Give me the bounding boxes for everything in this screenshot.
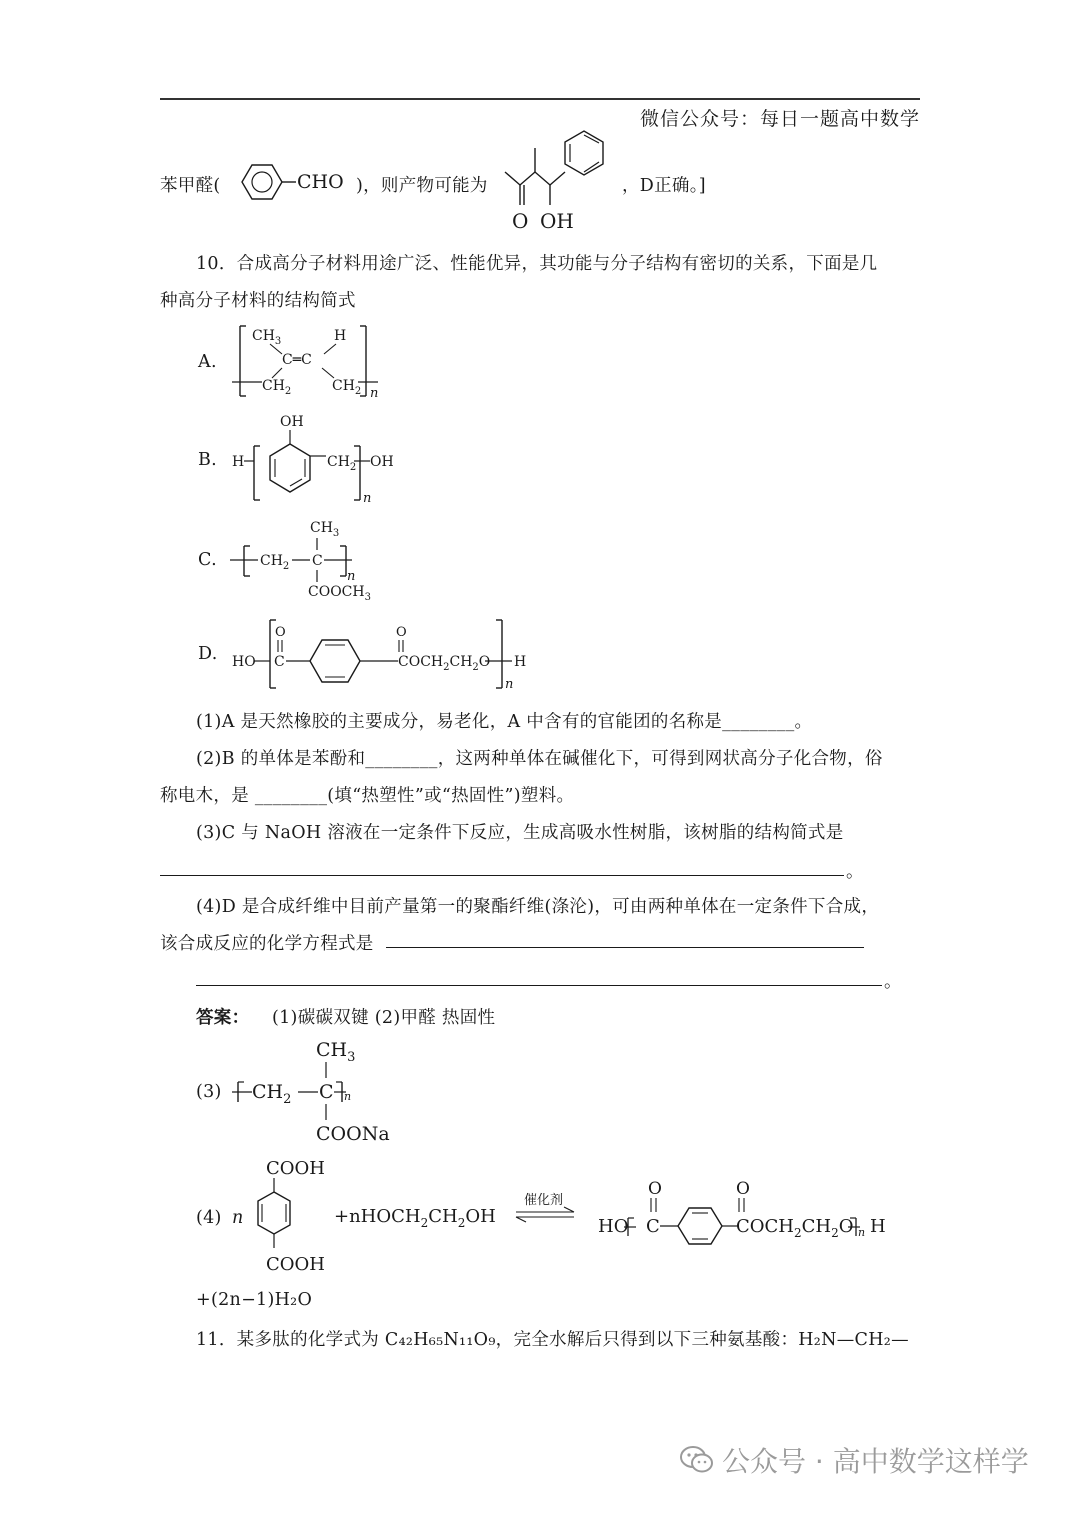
d-ester: $COCH_2CH_2O$ — [398, 654, 491, 673]
benzaldehyde-structure — [236, 160, 356, 204]
answer-4-equation — [248, 1156, 898, 1280]
equilibrium-arrow-icon — [516, 1207, 574, 1222]
answer-1-2: (1)碳碳双键 (2)甲醛 热固性 — [272, 1008, 496, 1028]
c-n: n — [347, 569, 356, 584]
prev-answer-suffix: ，D正确。] — [622, 176, 706, 196]
q10-part3: (3)C 与 NaOH 溶液在一定条件下反应，生成高吸水性树脂，该树脂的结构简式是 — [196, 823, 844, 843]
a3-ch2: $CH_2$ — [252, 1081, 292, 1107]
a3-n: n — [344, 1090, 352, 1103]
a4-catalyst: 催化剂 — [524, 1193, 564, 1208]
d-o1: O — [275, 625, 286, 640]
q10-part3-blank — [160, 875, 844, 876]
option-b-structure — [230, 412, 410, 507]
answer-water: +(2n−1)H₂O — [196, 1290, 313, 1310]
b-h: H — [232, 454, 245, 470]
cho-label: CHO — [297, 171, 344, 193]
b-n: n — [363, 491, 372, 506]
d-n: n — [505, 677, 514, 692]
b-ch2: $CH_2$ — [327, 454, 357, 473]
ketone-o: O — [512, 209, 529, 233]
q11-text: 11．某多肽的化学式为 C₄₂H₆₅N₁₁O₉，完全水解后只得到以下三种氨基酸：H₂N—CH₂— — [196, 1330, 909, 1350]
q10-line2: 种高分子材料的结构简式 — [160, 291, 356, 311]
c-ch3: $CH_3$ — [310, 520, 340, 539]
answer-3-num: (3) — [196, 1082, 222, 1102]
a3-c: C — [319, 1081, 334, 1103]
q10-line1: 10．合成高分子材料用途广泛、性能优异，其功能与分子结构有密切的关系，下面是几 — [196, 254, 878, 274]
answer-label: 答案： — [196, 1008, 250, 1028]
d-h: H — [514, 654, 527, 670]
a4-cooh-top: COOH — [266, 1158, 325, 1179]
option-c-label: C. — [198, 550, 217, 570]
a3-coona: COONa — [316, 1123, 390, 1145]
a-ch2-left: $CH_2$ — [262, 378, 292, 397]
q10-part2-line2: 称电木，是 ________(填“热塑性”或“热固性”)塑料。 — [160, 786, 575, 806]
a-ch3: $CH_3$ — [252, 328, 282, 347]
a-h: H — [334, 328, 347, 344]
alcohol-oh: OH — [540, 209, 574, 233]
option-a-structure — [232, 322, 392, 402]
answer-4-n: n — [232, 1208, 244, 1228]
a4-c: C — [646, 1216, 660, 1237]
prev-answer-middle: )，则产物可能为 — [356, 176, 488, 196]
option-a-label: A. — [198, 352, 217, 372]
q10-part4-end: 。 — [884, 972, 902, 992]
d-o2: O — [396, 625, 407, 640]
wechat-icon — [680, 1445, 714, 1482]
option-d-label: D. — [198, 644, 218, 664]
option-c-structure — [230, 516, 390, 606]
a4-glycol: $+nHOCH_2CH_2OH$ — [334, 1206, 496, 1230]
b-oh-end: OH — [370, 454, 394, 470]
watermark — [680, 1440, 1029, 1482]
q10-part4-line2: 该合成反应的化学方程式是 — [160, 934, 374, 954]
a4-ester: $COCH_2CH_2O$ — [736, 1216, 854, 1240]
d-c1: C — [274, 654, 285, 670]
a4-ho: HO — [598, 1216, 629, 1237]
c-cooch3: $COOCH_3$ — [308, 584, 371, 603]
prev-answer-prefix: 苯甲醛( — [160, 176, 221, 196]
b-oh-top: OH — [280, 414, 304, 430]
q10-part3-end: 。 — [846, 862, 864, 882]
option-d-structure — [230, 618, 550, 693]
product-structure — [500, 130, 630, 240]
header-rule — [160, 98, 920, 100]
answer-3-structure — [230, 1034, 430, 1144]
c-c: C — [312, 553, 323, 569]
q10-part4-line1: (4)D 是合成纤维中目前产量第一的聚酯纤维(涤沦)，可由两种单体在一定条件下合成， — [196, 897, 880, 917]
benzene-ring-icon — [236, 160, 356, 204]
d-ho: HO — [232, 654, 256, 670]
a4-cooh-bottom: COOH — [266, 1254, 325, 1275]
a3-ch3: $CH_3$ — [316, 1039, 356, 1065]
q10-part2-line1: (2)B 的单体是苯酚和________，这两种单体在碱催化下，可得到网状高分子化合物，俗 — [196, 749, 883, 769]
q10-part4-blank-1 — [386, 947, 864, 948]
a-double-bond: C═C — [282, 352, 312, 368]
a-ch2-right: $CH_2$ — [332, 378, 362, 397]
watermark-text: 公众号 · 高中数学这样学 — [722, 1445, 1029, 1478]
a4-h: H — [870, 1216, 886, 1237]
a-n: n — [370, 386, 379, 401]
a4-o1: O — [648, 1179, 662, 1199]
a4-n-sub: n — [858, 1226, 866, 1239]
a4-o2: O — [736, 1179, 750, 1199]
answer-4-num: (4) — [196, 1208, 222, 1228]
option-b-label: B. — [198, 450, 218, 470]
q10-part1: (1)A 是天然橡胶的主要成分，易老化，A 中含有的官能团的名称是________。 — [196, 712, 813, 732]
header-source: 微信公众号：每日一题高中数学 — [639, 108, 920, 130]
c-ch2: $CH_2$ — [260, 553, 290, 572]
q10-part4-blank-2 — [196, 985, 882, 986]
